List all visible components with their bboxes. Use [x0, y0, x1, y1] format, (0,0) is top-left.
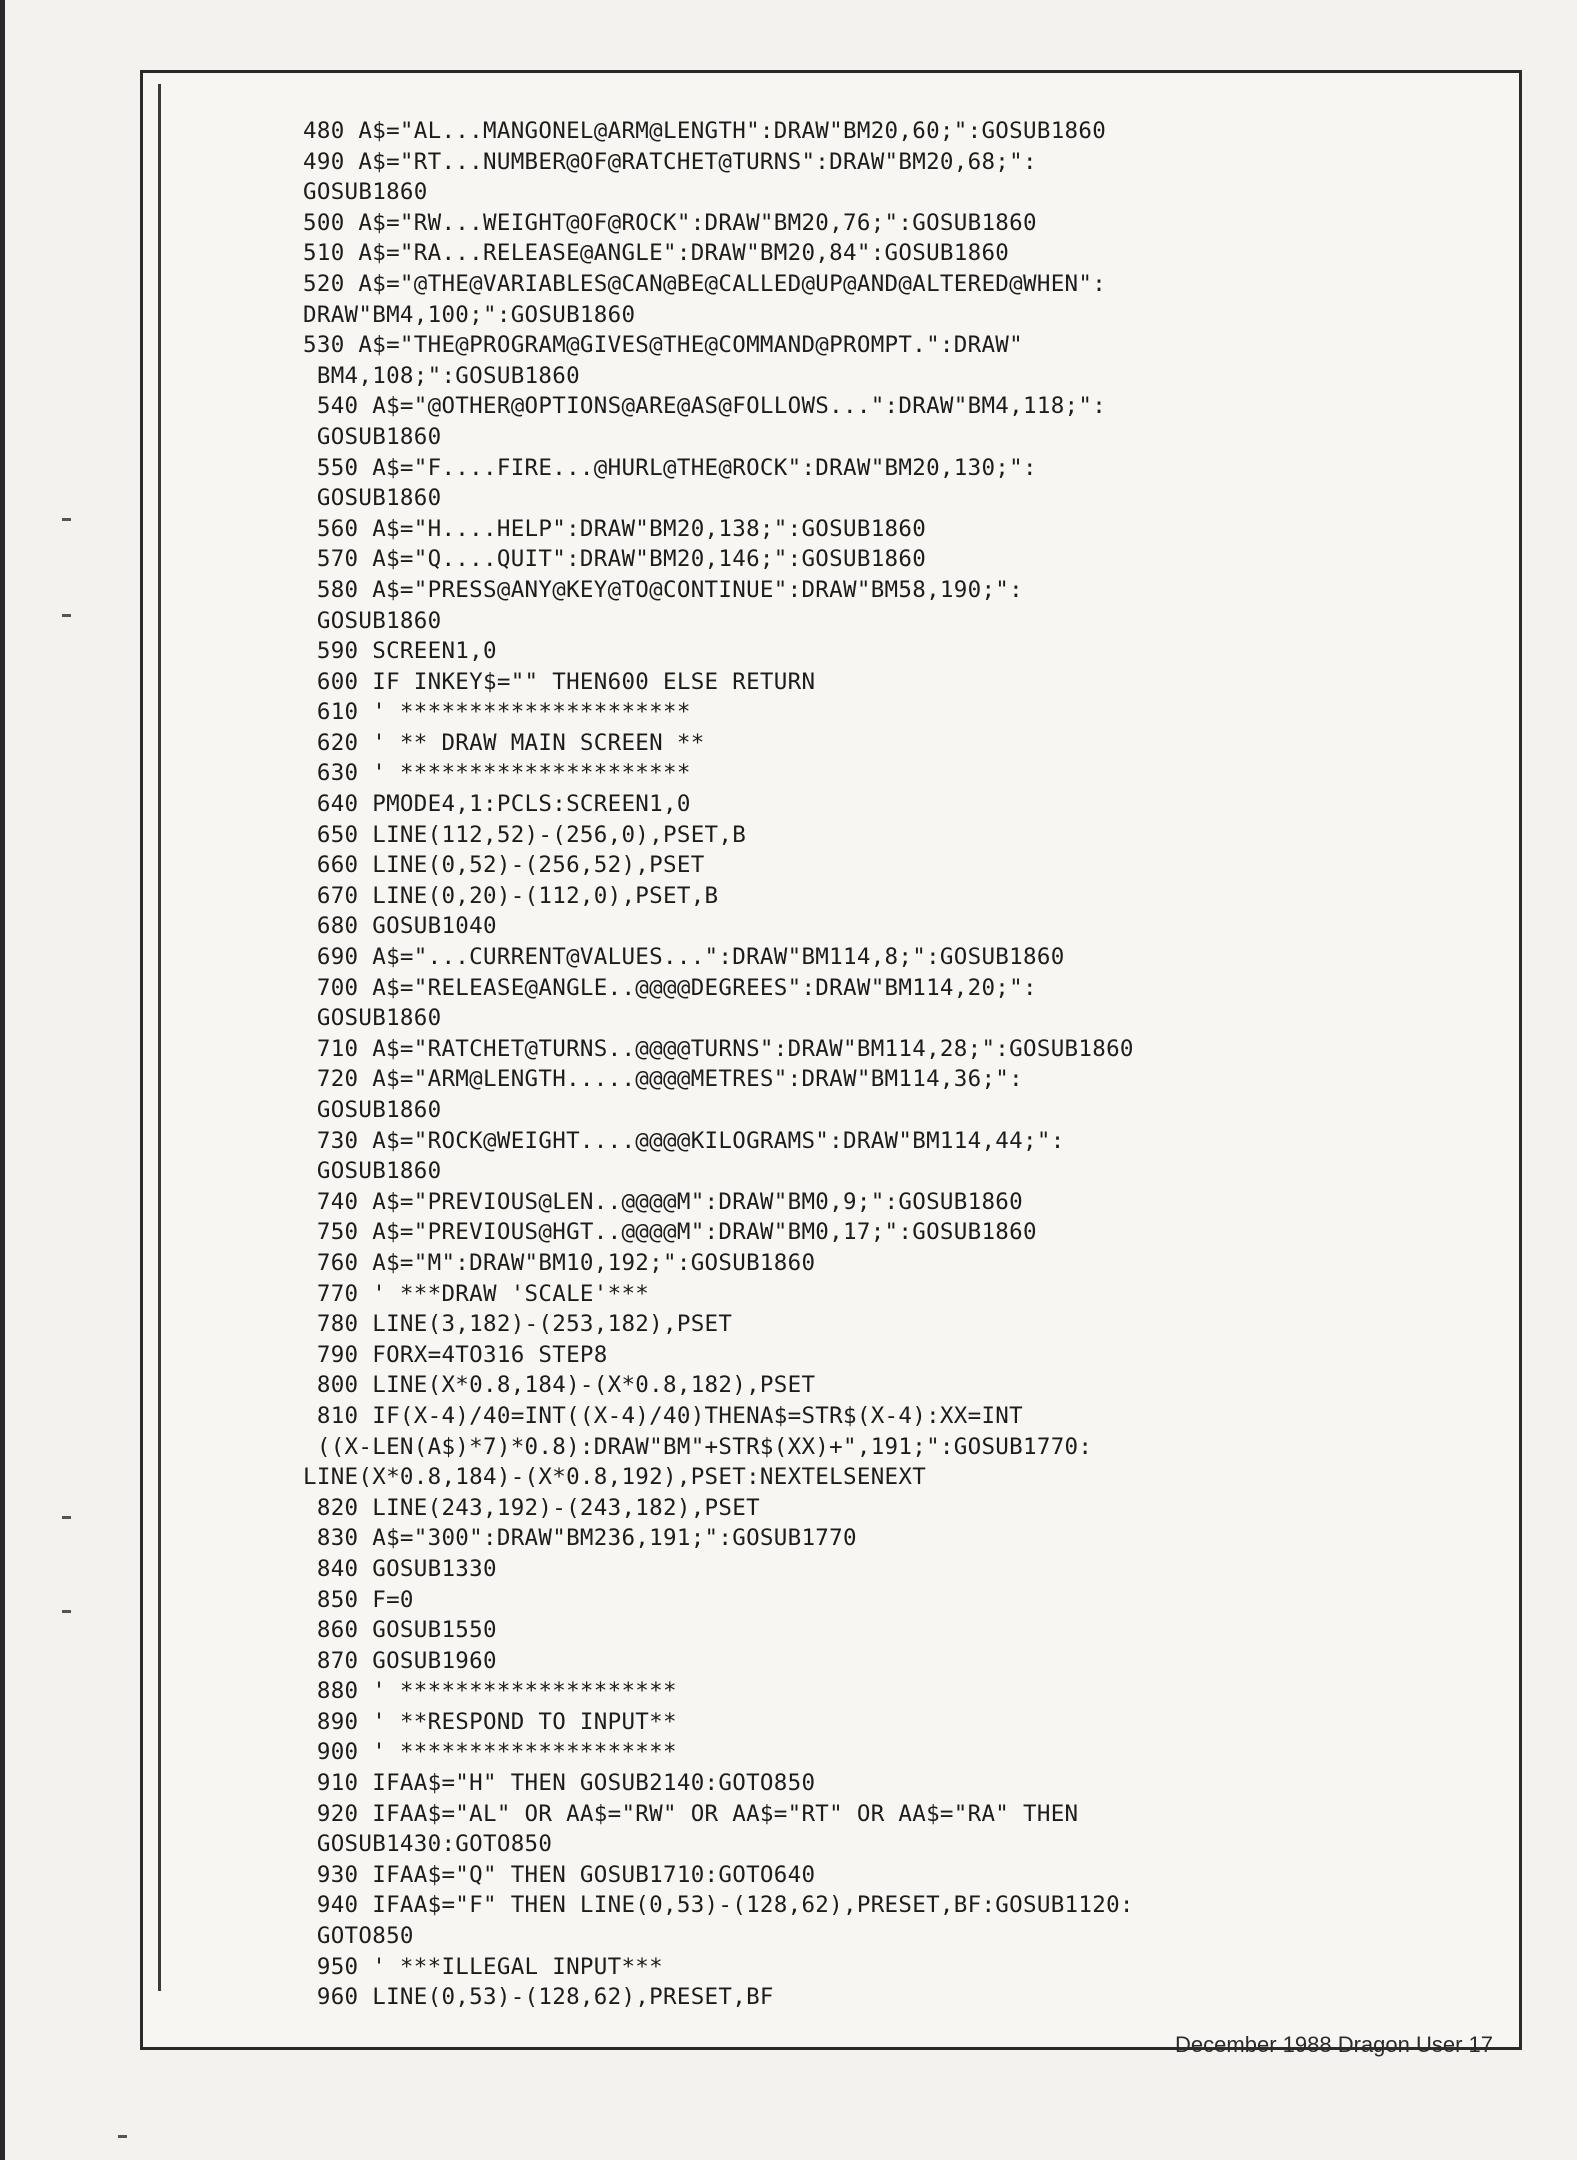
code-line: DRAW"BM4,100;":GOSUB1860 [303, 301, 636, 328]
code-line: GOTO850 [303, 1923, 414, 1950]
code-line: 560 A$="H....HELP":DRAW"BM20,138;":GOSUB1860 [303, 515, 927, 542]
code-line: GOSUB1860 [303, 1097, 442, 1123]
code-line: 820 LINE(243,192)-(243,182),PSET [303, 1494, 760, 1521]
code-line: ((X-LEN(A$)*7)*0.8):DRAW"BM"+STR$(XX)+",191;":GOSUB1770: [303, 1433, 1093, 1460]
code-line: GOSUB1860 [303, 1158, 442, 1185]
code-line: 840 GOSUB1330 [303, 1555, 497, 1582]
code-line: 530 A$="THE@PROGRAM@GIVES@THE@COMMAND@PROMPT.":DRAW" [303, 332, 1023, 359]
code-line: 490 A$="RT...NUMBER@OF@RATCHET@TURNS":DRAW"BM20,68;": [303, 148, 1037, 175]
code-line: 600 IF INKEY$="" THEN600 ELSE RETURN [303, 668, 816, 695]
code-line: 680 GOSUB1040 [303, 913, 497, 940]
code-line: 890 ' **RESPOND TO INPUT** [303, 1708, 677, 1735]
code-line: 780 LINE(3,182)-(253,182),PSET [303, 1311, 733, 1338]
code-line: 500 A$="RW...WEIGHT@OF@ROCK":DRAW"BM20,76;":GOSUB1860 [303, 209, 1037, 236]
code-line: 550 A$="F....FIRE...@HURL@THE@ROCK":DRAW"BM20,130;": [303, 454, 1037, 481]
code-line: GOSUB1430:GOTO850 [303, 1831, 553, 1858]
code-line: 800 LINE(X*0.8,184)-(X*0.8,182),PSET [303, 1372, 816, 1399]
code-line: 880 ' ******************** [303, 1678, 677, 1705]
margin-mark [118, 2135, 127, 2138]
code-line: 670 LINE(0,20)-(112,0),PSET,B [303, 882, 719, 909]
code-line: 900 ' ******************** [303, 1739, 677, 1766]
code-line: GOSUB1860 [303, 179, 428, 206]
code-line: 610 ' ********************* [303, 699, 691, 726]
code-line: 590 SCREEN1,0 [303, 638, 497, 665]
margin-mark [62, 1516, 71, 1519]
code-line: 860 GOSUB1550 [303, 1617, 497, 1644]
page-left-edge [0, 0, 5, 2160]
code-line: 650 LINE(112,52)-(256,0),PSET,B [303, 821, 747, 848]
code-line: 700 A$="RELEASE@ANGLE..@@@@DEGREES":DRAW"BM114,20;": [303, 974, 1037, 1001]
code-line: 770 ' ***DRAW 'SCALE'*** [303, 1280, 650, 1307]
code-line: 730 A$="ROCK@WEIGHT....@@@@KILOGRAMS":DRAW"BM114,44;": [303, 1127, 1065, 1154]
code-line: GOSUB1860 [303, 607, 442, 634]
code-line: 870 GOSUB1960 [303, 1647, 497, 1674]
code-line: 690 A$="...CURRENT@VALUES...":DRAW"BM114,8;":GOSUB1860 [303, 944, 1065, 971]
code-line: 790 FORX=4TO316 STEP8 [303, 1341, 608, 1368]
code-line: BM4,108;":GOSUB1860 [303, 362, 580, 389]
code-line: 940 IFAA$="F" THEN LINE(0,53)-(128,62),PRESET,BF:GOSUB1120: [303, 1892, 1134, 1919]
code-line: 620 ' ** DRAW MAIN SCREEN ** [303, 729, 705, 756]
program-listing [303, 116, 1513, 2013]
code-line: 570 A$="Q....QUIT":DRAW"BM20,146;":GOSUB1860 [303, 546, 927, 573]
code-line: 580 A$="PRESS@ANY@KEY@TO@CONTINUE":DRAW"BM58,190;": [303, 576, 1023, 603]
code-line: 720 A$="ARM@LENGTH.....@@@@METRES":DRAW"BM114,36;": [303, 1066, 1023, 1093]
code-line: 920 IFAA$="AL" OR AA$="RW" OR AA$="RT" OR AA$="RA" THEN [303, 1800, 1079, 1827]
code-line: 630 ' ********************* [303, 760, 691, 787]
code-line: LINE(X*0.8,184)-(X*0.8,192),PSET:NEXTELSENEXT [303, 1464, 927, 1491]
code-line: 710 A$="RATCHET@TURNS..@@@@TURNS":DRAW"BM114,28;":GOSUB1860 [303, 1035, 1134, 1062]
code-line: 540 A$="@OTHER@OPTIONS@ARE@AS@FOLLOWS...":DRAW"BM4,118;": [303, 393, 1107, 420]
code-line: 750 A$="PREVIOUS@HGT..@@@@M":DRAW"BM0,17;":GOSUB1860 [303, 1219, 1037, 1246]
code-line: 830 A$="300":DRAW"BM236,191;":GOSUB1770 [303, 1525, 857, 1552]
code-line: 480 A$="AL...MANGONEL@ARM@LENGTH":DRAW"BM20,60;":GOSUB1860 [303, 118, 1107, 144]
code-line: 760 A$="M":DRAW"BM10,192;":GOSUB1860 [303, 1249, 816, 1276]
code-line: 640 PMODE4,1:PCLS:SCREEN1,0 [303, 791, 691, 818]
code-line: 810 IF(X-4)/40=INT((X-4)/40)THENA$=STR$(X-4):XX=INT [303, 1402, 1023, 1429]
code-line: 910 IFAA$="H" THEN GOSUB2140:GOTO850 [303, 1770, 816, 1797]
code-line: 740 A$="PREVIOUS@LEN..@@@@M":DRAW"BM0,9;":GOSUB1860 [303, 1188, 1023, 1215]
page-footer: December 1988 Dragon User 17 [1175, 2032, 1493, 2057]
code-line: 950 ' ***ILLEGAL INPUT*** [303, 1953, 663, 1980]
margin-mark [62, 518, 71, 521]
code-line: 660 LINE(0,52)-(256,52),PSET [303, 852, 705, 879]
code-line: 850 F=0 [303, 1586, 414, 1613]
code-line: GOSUB1860 [303, 485, 442, 512]
margin-mark [62, 1610, 71, 1613]
code-line: 960 LINE(0,53)-(128,62),PRESET,BF [303, 1984, 774, 2011]
margin-mark [62, 614, 71, 617]
code-line: 520 A$="@THE@VARIABLES@CAN@BE@CALLED@UP@AND@ALTERED@WHEN": [303, 270, 1107, 297]
code-line: 510 A$="RA...RELEASE@ANGLE":DRAW"BM20,84":GOSUB1860 [303, 240, 1010, 267]
listing-inner-rule [158, 84, 161, 1991]
code-line: GOSUB1860 [303, 423, 442, 450]
code-line: GOSUB1860 [303, 1005, 442, 1032]
code-line: 930 IFAA$="Q" THEN GOSUB1710:GOTO640 [303, 1861, 816, 1888]
